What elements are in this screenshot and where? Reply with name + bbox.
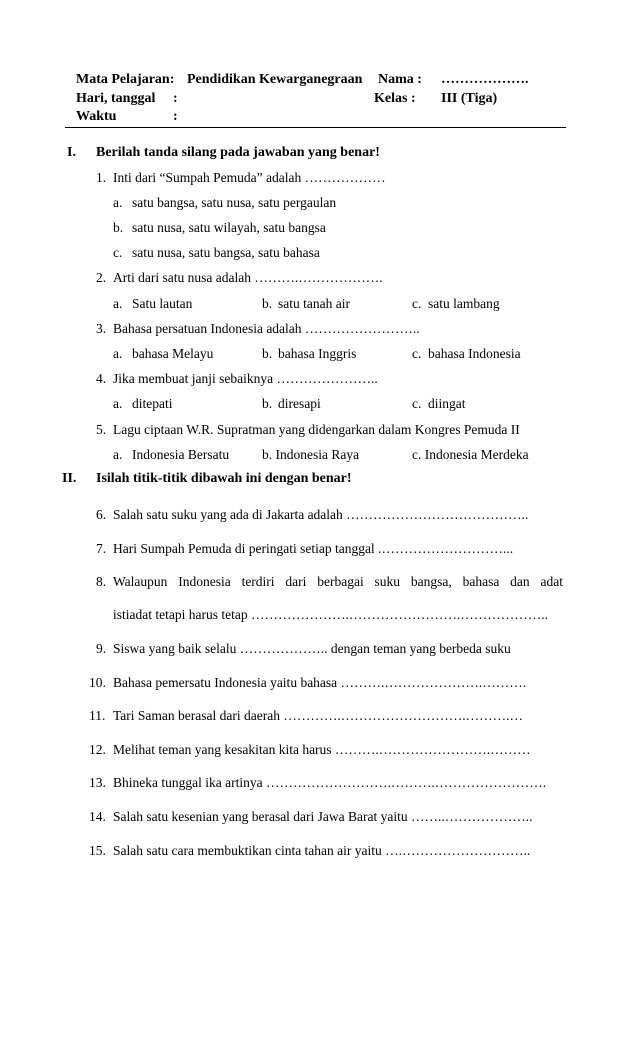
- question-number: 11.: [89, 708, 106, 723]
- question-text: Tari Saman berasal dari daerah ………….……………………….……….…: [113, 708, 523, 723]
- option-text: c. Indonesia Merdeka: [412, 447, 529, 462]
- question-number: 7.: [96, 541, 107, 556]
- option-text: satu bangsa, satu nusa, satu pergaulan: [132, 195, 337, 210]
- option-letter: a.: [113, 296, 123, 311]
- date-label: Hari, tanggal: [76, 91, 156, 106]
- question-text: Salah satu kesenian yang berasal dari Jawa Barat yaitu ……..………………..: [113, 809, 533, 824]
- question-number: 4.: [96, 371, 107, 386]
- option-letter: b.: [262, 296, 273, 311]
- time-label: Waktu: [76, 109, 117, 124]
- question-text: Inti dari “Sumpah Pemuda” adalah ………………: [113, 170, 386, 185]
- question-text: Jika membuat janji sebaiknya …………………..: [113, 371, 378, 386]
- class-value: III (Tiga): [441, 91, 498, 106]
- section-2-numeral: II.: [62, 471, 77, 486]
- option-letter: c.: [412, 396, 422, 411]
- option-text: satu nusa, satu bangsa, satu bahasa: [132, 245, 320, 260]
- option-text: bahasa Melayu: [132, 346, 214, 361]
- option-letter: a.: [113, 447, 123, 462]
- option-letter: b.: [113, 220, 124, 235]
- question-number: 1.: [96, 170, 107, 185]
- class-label: Kelas :: [374, 91, 416, 106]
- question-number: 5.: [96, 422, 107, 437]
- time-colon: :: [173, 109, 178, 124]
- option-letter: c.: [412, 346, 422, 361]
- option-letter: a.: [113, 346, 123, 361]
- option-letter: a.: [113, 195, 123, 210]
- option-text: diingat: [428, 396, 466, 411]
- section-1-title: Berilah tanda silang pada jawaban yang benar!: [96, 145, 380, 160]
- option-letter: a.: [113, 396, 123, 411]
- option-text: satu tanah air: [278, 296, 350, 311]
- question-text: Walaupun Indonesia terdiri dari berbagai suku bangsa, bahasa dan adat: [113, 574, 563, 589]
- question-number: 8.: [96, 574, 107, 589]
- option-text: satu lambang: [428, 296, 500, 311]
- option-letter: b.: [262, 396, 273, 411]
- option-letter: c.: [412, 296, 422, 311]
- subject-value: Pendidikan Kewarganegraan: [187, 72, 363, 87]
- question-text: Bahasa persatuan Indonesia adalah ……………………..: [113, 321, 420, 336]
- option-text: Satu lautan: [132, 296, 193, 311]
- question-text: Hari Sumpah Pemuda di peringati setiap tanggal .………………………...: [113, 541, 514, 556]
- question-text: Bahasa pemersatu Indonesia yaitu bahasa ……….………………….……….: [113, 675, 527, 690]
- header-divider: [65, 127, 566, 128]
- question-text: Salah satu cara membuktikan cinta tahan air yaitu ….………………………..: [113, 843, 531, 858]
- question-number: 10.: [89, 675, 106, 690]
- option-text: bahasa Indonesia: [428, 346, 521, 361]
- question-number: 6.: [96, 507, 107, 522]
- date-colon: :: [173, 91, 178, 106]
- option-text: bahasa Inggris: [278, 346, 357, 361]
- option-text: Indonesia Bersatu: [132, 447, 230, 462]
- option-letter: c.: [113, 245, 123, 260]
- name-label: Nama :: [378, 72, 422, 87]
- question-text: Siswa yang baik selalu ……………….. dengan teman yang berbeda suku: [113, 641, 511, 656]
- section-2-title: Isilah titik-titik dibawah ini dengan benar!: [96, 471, 352, 486]
- subject-label: Mata Pelajaran:: [76, 72, 175, 87]
- question-text: Lagu ciptaan W.R. Supratman yang didengarkan dalam Kongres Pemuda II: [113, 422, 520, 437]
- question-number: 13.: [89, 775, 106, 790]
- question-text: Arti dari satu nusa adalah ……….……………….: [113, 270, 383, 285]
- option-text: diresapi: [278, 396, 321, 411]
- question-number: 15.: [89, 843, 106, 858]
- question-number: 12.: [89, 742, 106, 757]
- option-text: b. Indonesia Raya: [262, 447, 360, 462]
- section-1-numeral: I.: [67, 145, 76, 160]
- option-text: satu nusa, satu wilayah, satu bangsa: [132, 220, 326, 235]
- question-text-continued: istiadat tetapi harus tetap ………………….…………………….………………..: [113, 607, 548, 622]
- question-text: Bhineka tunggal ika artinya ……………………….……….…………………….: [113, 775, 547, 790]
- option-letter: b.: [262, 346, 273, 361]
- name-value: ……………….: [441, 72, 529, 87]
- question-text: Melihat teman yang kesakitan kita harus ……….…………………….………: [113, 742, 531, 757]
- question-text: Salah satu suku yang ada di Jakarta adalah …………………………………..: [113, 507, 529, 522]
- question-number: 3.: [96, 321, 107, 336]
- question-number: 2.: [96, 270, 107, 285]
- question-number: 9.: [96, 641, 107, 656]
- option-text: ditepati: [132, 396, 173, 411]
- question-number: 14.: [89, 809, 106, 824]
